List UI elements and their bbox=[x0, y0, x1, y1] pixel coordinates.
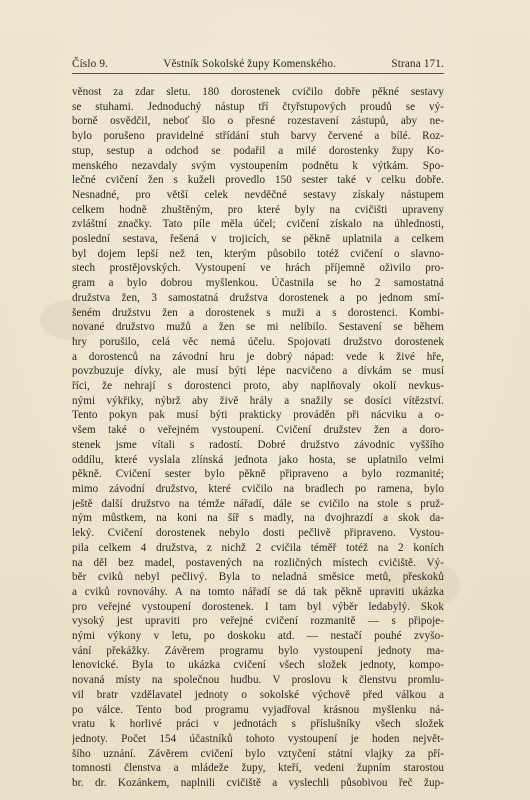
text-line: menského nezavdaly svým vystoupením podnětu k výtkám. Spo- bbox=[72, 159, 444, 172]
text-line: stenek jsme vítali s radostí. Dobré družstvo závodnic vyššího bbox=[72, 438, 444, 451]
text-line: a dorostenců na závodní hru je dobrý nápad: vede k živé hře, bbox=[72, 350, 444, 363]
text-line: vil bratr vzdělavatel jednoty o sokolské výchově před válkou a bbox=[72, 688, 444, 701]
text-line: po válce. Tento bod programu vyjadřoval krásnou myšlenku ná- bbox=[72, 703, 444, 716]
page-number: Strana 171. bbox=[391, 58, 444, 70]
text-line: šeném družstvu žen a dorostenek s muži a s dorostenci. Kombi- bbox=[72, 306, 444, 319]
text-line: říci, že nehrají s dorostenci proto, aby naplňovaly okolí nevkus- bbox=[72, 380, 444, 393]
text-line: Tento pokyn pak musí býti prakticky prováděn při nácviku a o- bbox=[72, 409, 444, 422]
text-line: Nesnadné, pro větší celek nevděčné sestavy získaly nástupem bbox=[72, 188, 444, 201]
text-line: hry porušilo, celá věc nemá účelu. Spojovati družstvo dorostenek bbox=[72, 335, 444, 348]
text-line: leký. Cvičení dorostenek nebylo dosti pečlivě připraveno. Vystou- bbox=[72, 527, 444, 540]
text-line: věnost za zdar sletu. 180 dorostenek cvičilo dobře pěkné sestavy bbox=[72, 86, 444, 98]
text-line: pro veřejné vystoupení dorostenek. I tam byl výběr ledabylý. Skok bbox=[72, 600, 444, 613]
text-line: stech prostějovských. Vystoupení ve hrách příjemně oživilo pro- bbox=[72, 262, 444, 275]
text-line: bylo porušeno pravidelné střídání stuh barvy červené a bílé. Roz- bbox=[72, 130, 444, 143]
text-line: gram a bylo dobrou myšlenkou. Účastnila se ho 2 samostatná bbox=[72, 277, 444, 290]
text-line: byl dojem lepší než ten, kterým působilo totéž cvičení o slavno- bbox=[72, 247, 444, 260]
text-line: pila celkem 4 družstva, z nichž 2 cvičila téměř totéž na 2 koních bbox=[72, 541, 444, 554]
text-line: jednoty. Počet 154 účastníků tohoto vystoupení je hoden největ- bbox=[72, 732, 444, 745]
text-line: všem také o veřejném vystoupení. Cvičení družstev žen a doro- bbox=[72, 424, 444, 437]
text-line: lečné cvičení žen s kuželi provedlo 150 sester také v celku dobře. bbox=[72, 174, 444, 187]
text-line: nými výkony v letu, po doskoku atd. — nestačí pouhé zvyšo- bbox=[72, 630, 444, 643]
text-line: zvláštní značky. Tato píle měla účel; cvičení získalo na úhlednosti, bbox=[72, 218, 444, 231]
text-line: novaná místy na společnou hudbu. V proslovu k členstvu promlu- bbox=[72, 674, 444, 687]
text-line: mimo závodní družstvo, které cvičilo na bradlech po ramena, bylo bbox=[72, 482, 444, 495]
running-header bbox=[72, 58, 444, 70]
text-line: vysoký jest upraviti pro veřejné cvičení rozmanitě — s připoje- bbox=[72, 615, 444, 628]
text-line: ným můstkem, na koni na šíř s madly, na dvojhrazdí a skok da- bbox=[72, 512, 444, 525]
text-line: lenovické. Byla to ukázka cvičení všech složek jednoty, kompo- bbox=[72, 659, 444, 672]
text-line: družstva žen, 3 samostatná družstva dorostenek a po jednom smí- bbox=[72, 291, 444, 304]
text-line: na děl bez madel, postavených na rozličných místech cvičiště. Vý- bbox=[72, 556, 444, 569]
text-line: oddílu, které vyslala zlínská jednota jako hosta, se uplatnilo velmi bbox=[72, 453, 444, 466]
text-line: borně osvědčil, neboť šlo o přesné rozestavení zástupů, aby ne- bbox=[72, 115, 444, 128]
text-line: br. dr. Kozánkem, naplnili cvičiště a vyslechli působivou řeč žup- bbox=[72, 777, 444, 790]
text-line: šího uznání. Závěrem cvičení bylo vztyčení státní vlajky za pří- bbox=[72, 747, 444, 760]
text-line: celkem hodně zhuštěným, pro které byly na cvičišti upraveny bbox=[72, 203, 444, 216]
text-line: běr cviků nebyl pečlivý. Byla to neladná směsice metů, přeskoků bbox=[72, 571, 444, 584]
journal-title: Věstník Sokolské župy Komenského. bbox=[163, 58, 337, 70]
text-line: tomnosti členstva a mládeže župy, kteří, vedeni župním starostou bbox=[72, 762, 444, 775]
article-body bbox=[72, 85, 444, 791]
text-line: nované družstvo mužů a žen se mi nelíbilo. Sestavení se během bbox=[72, 321, 444, 334]
text-line: povzbuzuje dívky, ale musí býti lépe nacvičeno a dívkám se musí bbox=[72, 365, 444, 378]
text-line: vání překážky. Závěrem programu bylo vystoupení jednoty ma- bbox=[72, 644, 444, 657]
text-line: poslední sestava, řešená v trojicích, se pěkně uplatnila a celkem bbox=[72, 233, 444, 246]
text-line: ještě další družstvo na témže nářadí, dále se cvičilo na stole s pruž- bbox=[72, 497, 444, 510]
header-rule bbox=[72, 73, 444, 74]
issue-number: Číslo 9. bbox=[72, 58, 109, 70]
text-line: stup, sestup a odchod se podařil a milé dorostenky župy Ko- bbox=[72, 144, 444, 157]
text-line: pěkně. Cvičení sester bylo pěkně připraveno a bylo rozmanité; bbox=[72, 468, 444, 481]
text-line: se stuhami. Jednoduchý nástup tří čtyřstupových proudů se vý- bbox=[72, 100, 444, 113]
text-line: nými výkřiky, nýbrž aby živě hrály a snažily se dosíci vítězství. bbox=[72, 394, 444, 407]
text-line: a cviků rovnováhy. A na tomto nářadí se dá tak pěkně upraviti ukázka bbox=[72, 585, 444, 598]
text-line: vratu k horlivé práci v jednotách s příslušníky všech složek bbox=[72, 718, 444, 731]
